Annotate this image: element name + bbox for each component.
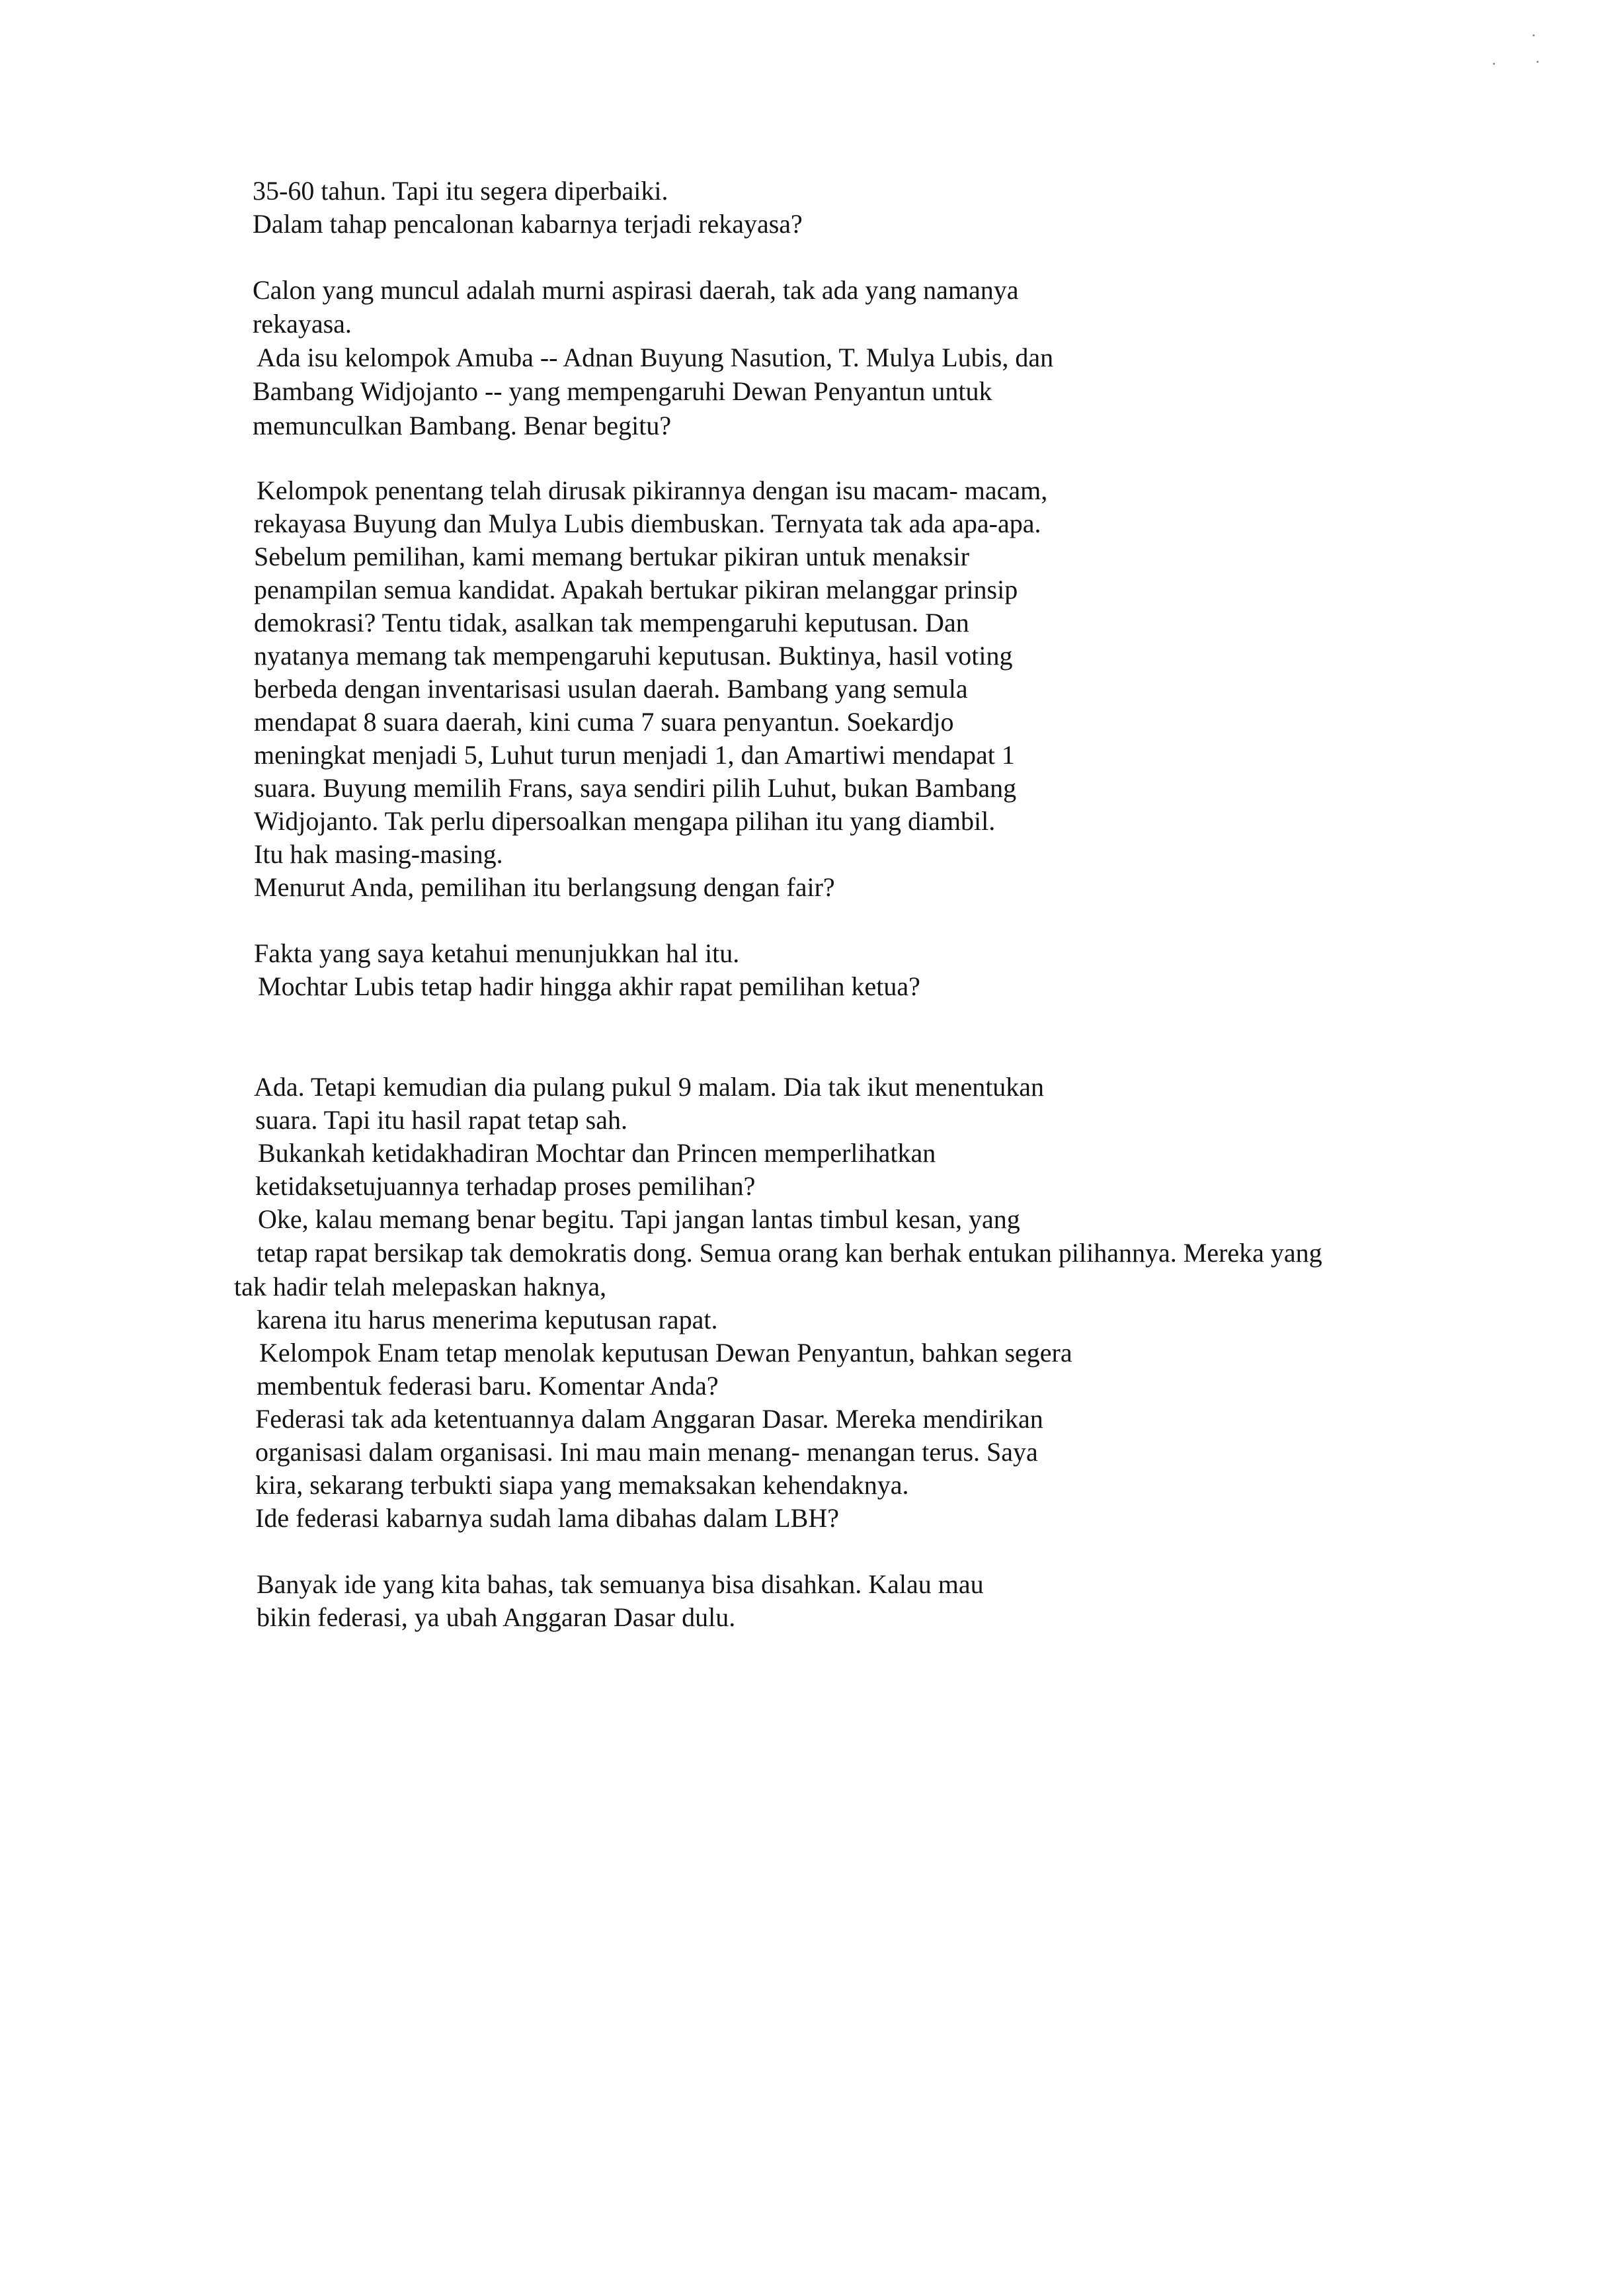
text-line: Kelompok Enam tetap menolak keputusan Dewan Penyantun, bahkan segera — [259, 1338, 1072, 1368]
scan-speck — [1537, 61, 1539, 63]
text-line: rekayasa Buyung dan Mulya Lubis diembuskan. Ternyata tak ada apa-apa. — [254, 509, 1041, 538]
text-line: nyatanya memang tak mempengaruhi keputusan. Buktinya, hasil voting — [254, 641, 1013, 671]
text-line: Ada isu kelompok Amuba -- Adnan Buyung Nasution, T. Mulya Lubis, dan — [257, 343, 1054, 372]
text-line: Ada. Tetapi kemudian dia pulang pukul 9 malam. Dia tak ikut menentukan — [254, 1072, 1045, 1102]
text-line: bikin federasi, ya ubah Anggaran Dasar dulu. — [257, 1602, 736, 1632]
text-line: Fakta yang saya ketahui menunjukkan hal itu. — [254, 938, 740, 968]
text-line: memunculkan Bambang. Benar begitu? — [253, 411, 672, 440]
text-line: Widjojanto. Tak perlu dipersoalkan mengapa pilihan itu yang diambil. — [254, 806, 996, 836]
text-line: Menurut Anda, pemilihan itu berlangsung dengan fair? — [254, 872, 835, 902]
text-line: Mochtar Lubis tetap hadir hingga akhir rapat pemilihan ketua? — [258, 971, 920, 1001]
text-line: berbeda dengan inventarisasi usulan daerah. Bambang yang semula — [254, 674, 968, 704]
text-line: Bukankah ketidakhadiran Mochtar dan Princen memperlihatkan — [258, 1138, 936, 1168]
text-line: Ide federasi kabarnya sudah lama dibahas dalam LBH? — [255, 1503, 839, 1533]
text-line: mendapat 8 suara daerah, kini cuma 7 suara penyantun. Soekardjo — [254, 707, 954, 737]
text-line: Oke, kalau memang benar begitu. Tapi jangan lantas timbul kesan, yang — [258, 1204, 1020, 1234]
text-line: ketidaksetujuannya terhadap proses pemilihan? — [255, 1171, 756, 1201]
text-line: Itu hak masing-masing. — [254, 839, 503, 869]
text-line: Banyak ide yang kita bahas, tak semuanya bisa disahkan. Kalau mau — [257, 1569, 984, 1599]
text-line: membentuk federasi baru. Komentar Anda? — [257, 1371, 719, 1401]
text-line: kira, sekarang terbukti siapa yang memaksakan kehendaknya. — [255, 1470, 909, 1500]
text-line: demokrasi? Tentu tidak, asalkan tak mempengaruhi keputusan. Dan — [254, 608, 969, 637]
text-line: rekayasa. — [253, 309, 352, 339]
text-line: tak hadir telah melepaskan haknya, — [234, 1272, 607, 1301]
scan-speck — [1533, 34, 1535, 36]
text-line: suara. Tapi itu hasil rapat tetap sah. — [255, 1105, 627, 1135]
text-line: Bambang Widjojanto -- yang mempengaruhi Dewan Penyantun untuk — [253, 376, 992, 406]
text-line: Federasi tak ada ketentuannya dalam Anggaran Dasar. Mereka mendirikan — [255, 1404, 1043, 1434]
text-line: suara. Buyung memilih Frans, saya sendiri pilih Luhut, bukan Bambang — [254, 773, 1017, 803]
text-line: tetap rapat bersikap tak demokratis dong. Semua orang kan berhak entukan pilihannya. Mereka yang — [257, 1238, 1322, 1268]
text-line: Calon yang muncul adalah murni aspirasi daerah, tak ada yang namanya — [253, 275, 1019, 305]
text-line: organisasi dalam organisasi. Ini mau main menang- menangan terus. Saya — [255, 1437, 1038, 1467]
text-line: meningkat menjadi 5, Luhut turun menjadi 1, dan Amartiwi mendapat 1 — [254, 740, 1015, 770]
text-line: Dalam tahap pencalonan kabarnya terjadi rekayasa? — [253, 209, 803, 239]
scan-speck — [1493, 63, 1495, 65]
text-line: 35-60 tahun. Tapi itu segera diperbaiki. — [253, 176, 668, 206]
text-line: penampilan semua kandidat. Apakah bertukar pikiran melanggar prinsip — [254, 575, 1018, 604]
text-line: Kelompok penentang telah dirusak pikirannya dengan isu macam- macam, — [257, 475, 1048, 505]
text-line: karena itu harus menerima keputusan rapat. — [257, 1305, 718, 1334]
text-line: Sebelum pemilihan, kami memang bertukar pikiran untuk menaksir — [254, 542, 969, 571]
